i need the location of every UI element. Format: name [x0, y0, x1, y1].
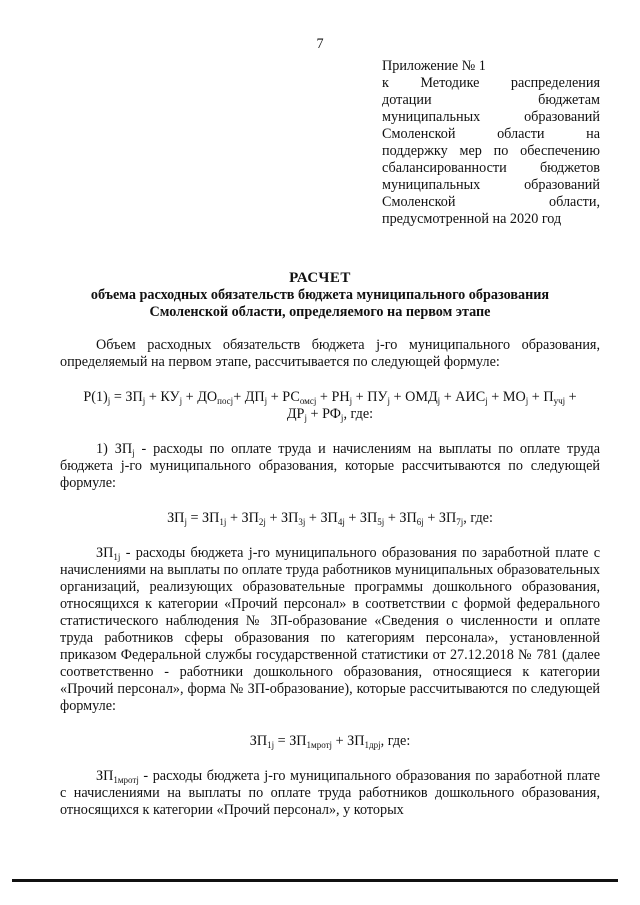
- appendix-line: предусмотренной на 2020 год: [382, 211, 562, 227]
- formula-main: [60, 389, 600, 423]
- title-line: объема расходных обязательств бюджета муниципального образования: [90, 287, 550, 303]
- intro-paragraph: Объем расходных обязательств бюджета j-го муниципального образования, определяемый на первом этапе, рассчитывается по следующей формуле:: [60, 337, 600, 370]
- formula-line: $P(1)_j = ЗП_j + КУ_j + ДО_{посj}+ ДП_j + РС_{омсj} + PH_j + ПУ_j + ОМД_j + АИС_j + МО_j + П_{учj}$ +: [83, 389, 577, 406]
- appendix-line: Приложение № 1: [382, 58, 486, 74]
- appendix-line: муниципальных образований: [382, 109, 600, 125]
- formula-zp: $ЗП_j = ЗП_{1j} + ЗП_{2j} + ЗП_{3j} + ЗП_{4j} + ЗП_{5j} + ЗП_{6j} + ЗП_{7j}$, где:: [167, 510, 493, 527]
- document-title: [0, 270, 640, 321]
- zp1-definition: $ЗП_{1j}$ - расходы бюджета j-го муниципального образования по заработной плате с начислениями на выплаты по оплате труда работников муниципальных образовательных организаций, реализующих образовательные программы дошкольного образования, относящихся к категории «Прочий персонал» в соответствии с формой федерального статистического наблюдения № ЗП-образование «Сведения о численности и оплате труда работников сферы образования по категориям персонала», установленной приказом Федеральной службы государственной статистики от 27.12.2018 № 781 (далее соответственно - работники дошкольного образования, относящиеся к категории «Прочий персонал», форма № ЗП-образование), которые рассчитываются по следующей формуле:: [60, 545, 600, 714]
- item1-paragraph: 1) $ЗП_j$ - расходы по оплате труда и начислениям на выплаты по оплате труда бюджета j-го муниципального образования, которые рассчитываются по следующей формуле:: [60, 441, 601, 491]
- zp1mrot-definition: $ЗП_{1мротj}$ - расходы бюджета j-го муниципального образования по заработной плате с начислениями на выплаты по оплате труда работников дошкольного образования, относящихся к категории «Прочий персонал», у которых: [60, 768, 600, 818]
- formula-line: $ДР_j + РФ_j$, где:: [286, 406, 374, 423]
- appendix-line: Смоленской области на: [382, 126, 600, 142]
- page-number: 7: [316, 36, 324, 52]
- appendix-line: муниципальных образований: [382, 177, 600, 193]
- appendix-line: дотации бюджетам: [382, 92, 600, 108]
- appendix-line: Смоленской области,: [382, 194, 600, 210]
- appendix-line: к Методике распределения: [382, 75, 600, 91]
- title-line: Смоленской области, определяемого на первом этапе: [149, 304, 491, 320]
- bottom-rule: [12, 879, 618, 882]
- appendix-block: [382, 58, 600, 228]
- appendix-line: сбалансированности бюджетов: [382, 160, 600, 176]
- title-heading: РАСЧЕТ: [289, 270, 351, 286]
- formula-zp1: $ЗП_{1j} = ЗП_{1мротj} + ЗП_{1дрj}$, где:: [249, 733, 411, 750]
- appendix-line: поддержку мер по обеспечению: [382, 143, 600, 159]
